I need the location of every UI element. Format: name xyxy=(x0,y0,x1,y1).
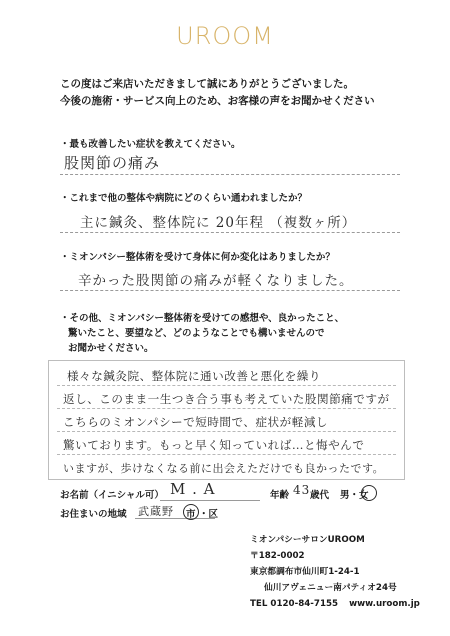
comment-text-line-1: 様々な鍼灸院、整体院に通い改善と悪化を繰り xyxy=(67,369,321,383)
shop-zip: 〒182-0002 xyxy=(250,551,305,561)
name-value: M . A xyxy=(170,480,216,498)
area-label: お住まいの地域 xyxy=(60,509,127,520)
area-ward-suffix: ・区 xyxy=(199,509,219,520)
comment-text-line-5: いますが、歩けなくなる前に出会えただけでも良かったです。 xyxy=(63,462,385,475)
question-2-answer: 主に鍼灸、整体院に 20年程 （複数ヶ所） xyxy=(80,215,357,231)
shop-address-2: 仙川アヴェニュー南パティオ24号 xyxy=(264,583,397,593)
comment-line xyxy=(57,431,396,432)
shop-tel: TEL 0120-84-7155 xyxy=(250,599,339,609)
question-4-label xyxy=(60,311,400,356)
intro-line-1: この度はご来店いただきまして誠にありがとうございました。 xyxy=(60,78,354,90)
gender-options: 男・女 xyxy=(340,490,369,501)
question-4-label-line-3: お聞かせください。 xyxy=(68,343,154,354)
age-label: 年齢 xyxy=(270,490,290,501)
question-3-label: ・ミオンパシー整体術を受けて身体に何か変化はありましたか？ xyxy=(60,252,335,263)
gender-selected-circle xyxy=(361,485,377,501)
comment-text-line-4: 驚いております。もっと早く知っていれば…と悔やんで xyxy=(63,438,365,452)
city-selected-circle xyxy=(183,504,199,520)
name-underline xyxy=(160,500,260,501)
comment-text-line-2: 返し、このまま一生つき合う事も考えていた股関節痛ですが xyxy=(63,392,390,406)
comment-line xyxy=(57,385,396,386)
question-4-label-line-1: ・その他、ミオンパシー整体術を受けての感想や、良かったこと、 xyxy=(60,313,345,324)
shop-address-1: 東京都調布市仙川町1-24-1 xyxy=(250,567,360,577)
name-label: お名前（イニシャル可） xyxy=(60,490,164,501)
intro-line-2: 今後の施術・サービス向上のため、お客様の声をお聞かせください xyxy=(60,95,375,107)
answer-line xyxy=(60,290,400,291)
shop-name: ミオンパシーサロンUROOM xyxy=(250,535,365,545)
comment-text-line-3: こちらのミオンパシーで短時間で、症状が軽減し xyxy=(63,415,329,429)
comment-line xyxy=(57,454,396,455)
question-3-answer: 辛かった股関節の痛みが軽くなりました。 xyxy=(78,273,354,289)
shop-info xyxy=(250,532,420,612)
question-2-label: ・これまで他の整体や病院にどのくらい通われましたか？ xyxy=(60,193,308,204)
question-1-label: ・最も改善したい症状を教えてください。 xyxy=(60,139,241,150)
age-suffix: 歳代 xyxy=(310,490,330,501)
shop-contact-row xyxy=(250,596,420,612)
comment-box xyxy=(48,360,405,480)
intro-text xyxy=(60,76,375,110)
area-value: 武蔵野 xyxy=(138,505,174,518)
question-4-label-line-2: 驚いたこと、要望など、どのようなことでも構いませんので xyxy=(68,328,325,339)
comment-line xyxy=(57,408,396,409)
answer-line xyxy=(60,174,400,175)
area-city-suffix: 市 xyxy=(186,509,196,520)
uroom-logo: UROOM xyxy=(176,22,274,50)
shop-url: www.uroom.jp xyxy=(349,599,420,609)
answer-line xyxy=(60,232,400,233)
question-1-answer: 股関節の痛み xyxy=(64,154,161,172)
age-value: 43 xyxy=(293,483,311,497)
